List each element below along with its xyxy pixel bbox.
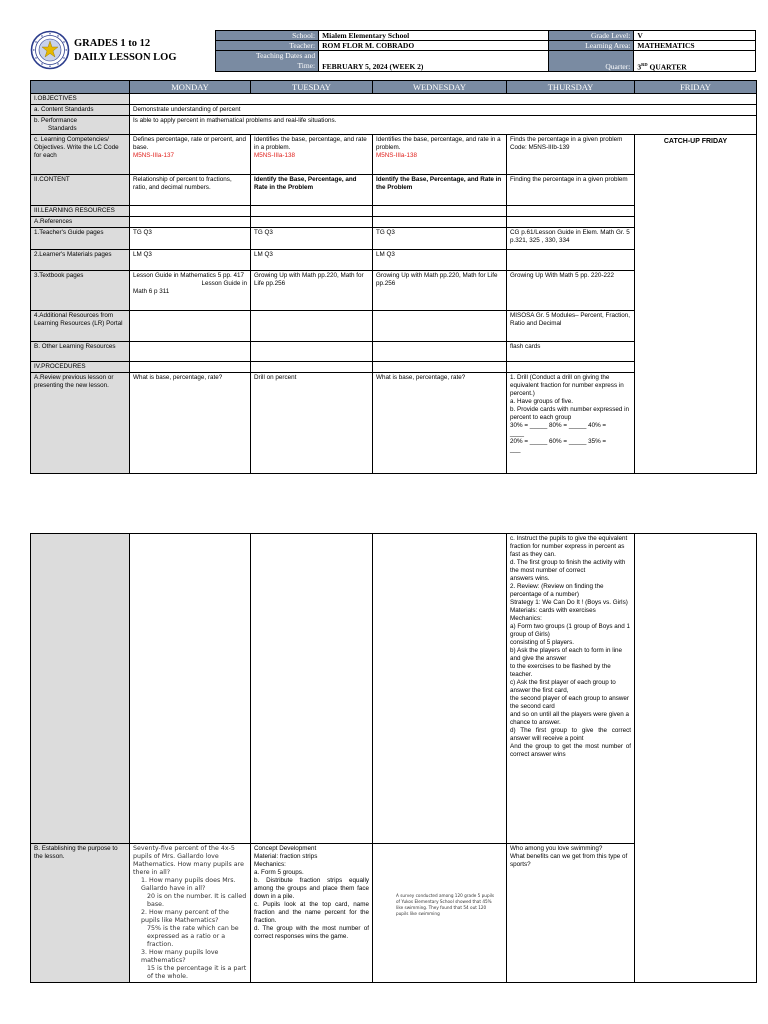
empty-cell (373, 342, 507, 362)
review-continued-label (31, 534, 130, 844)
review-tuesday: Drill on percent (251, 373, 373, 474)
review-thursday-continued: c. Instruct the pupils to give the equivalent fraction for number express in percent as fast as they can. d. The first group to finish the activity with the most number of correct answers wins. 2. Review: (Review on finding the percentage of a number) Strategy 1: We Can Do It ! (Boys vs. Girls) Materials: cards with exercises Mechanics: a) Form two groups (1 group of Boys and 1 group of Girls) consisting of 5 players. b) Ask the players of each to form in line and give the answer to the exercises to be flashed by the teacher. c) Ask the first player of each group to answer the first card, the second player of each group to answer the second card and so on until all the players were given a chance to answer. d) The first group to give the correct answer will receive a point And the group to get the most number of correct answer wins (507, 534, 635, 844)
empty-cell (507, 217, 635, 228)
learning-resources-label: III.LEARNING RESOURCES (31, 206, 130, 217)
teacher-info-table (215, 30, 756, 72)
teachers-guide-tuesday: TG Q3 (251, 228, 373, 250)
empty-cell (373, 534, 507, 844)
other-resources-thursday: flash cards (507, 342, 635, 362)
empty-cell (251, 311, 373, 342)
day-header-tuesday: TUESDAY (251, 81, 373, 94)
teaching-dates-label: Teaching Dates and Time: (216, 51, 319, 72)
quarter-value: 3RD QUARTER (634, 51, 756, 72)
content-label: II.CONTENT (31, 175, 130, 206)
content-tuesday: Identify the Base, Percentage, and Rate in the Problem (251, 175, 373, 206)
empty-cell (507, 206, 635, 217)
competency-tuesday: Identifies the base, percentage, and rate in a problem. M5NS-IIIa-138 (251, 135, 373, 175)
empty-cell (507, 362, 635, 373)
empty-cell (251, 206, 373, 217)
textbook-pages-tuesday: Growing Up with Math pp.220, Math for Life pp.256 (251, 271, 373, 311)
teachers-guide-label: 1.Teacher's Guide pages (31, 228, 130, 250)
purpose-tuesday: Concept Development Material: fraction strips Mechanics: a. Form 5 groups. b. Distribute fraction strips equally among the groups and place them face down in a pile. c. Pupils look at the top card, name fraction and the name percent for the fraction. d. The group with the most number of correct responses wins the game. (251, 844, 373, 983)
review-lesson-label: A.Review previous lesson or presenting the new lesson. (31, 373, 130, 474)
learners-materials-monday: LM Q3 (130, 250, 251, 271)
day-header-thursday: THURSDAY (507, 81, 635, 94)
performance-standards-value: Is able to apply percent in mathematical problems and real-life situations. (130, 116, 757, 135)
content-monday: Relationship of percent to fractions, ratio, and decimal numbers. (130, 175, 251, 206)
friday-column (635, 534, 757, 983)
empty-cell (251, 362, 373, 373)
purpose-thursday: Who among you love swimming? What benefits can we get from this type of sports? (507, 844, 635, 983)
empty-cell (130, 206, 251, 217)
learners-materials-tuesday: LM Q3 (251, 250, 373, 271)
day-header-friday: FRIDAY (635, 81, 757, 94)
textbook-pages-monday: Lesson Guide in Mathematics 5 pp. 417 Lesson Guide in Math 6 p 311 (130, 271, 251, 311)
textbook-pages-wednesday: Growing Up with Math pp.220, Math for Life pp.256 (373, 271, 507, 311)
purpose-label: B. Establishing the purpose to the lesson. (31, 844, 130, 983)
competencies-label: c. Learning Competencies/ Objectives. Write the LC Code for each (31, 135, 130, 175)
grade-level-value: V (634, 31, 756, 41)
empty-cell (251, 217, 373, 228)
competency-monday: Defines percentage, rate or percent, and base. M5NS-IIIa-137 (130, 135, 251, 175)
teachers-guide-wednesday: TG Q3 (373, 228, 507, 250)
lc-code: M5NS-IIIa-138 (376, 152, 417, 159)
review-wednesday: What is base, percentage, rate? (373, 373, 507, 474)
school-label: School: (216, 31, 319, 41)
grade-level-label: Grade Level: (549, 31, 634, 41)
quarter-label: Quarter: (549, 51, 634, 72)
lesson-log-table-page-1 (30, 80, 757, 474)
content-thursday: Finding the percentage in a given problem (507, 175, 635, 206)
lc-code: M5NS-IIIa-138 (254, 152, 295, 159)
empty-cell (130, 217, 251, 228)
performance-standards-label: b. Performance Standards (31, 116, 130, 135)
friday-column (635, 135, 757, 474)
lc-code: M5NS-IIIa-137 (133, 152, 174, 159)
competency-wednesday: Identifies the base, percentage, and rate in a problem. M5NS-IIIa-138 (373, 135, 507, 175)
empty-cell (373, 206, 507, 217)
deped-seal-icon (30, 30, 70, 70)
teachers-guide-thursday: CG p.61/Lesson Guide in Elem. Math Gr. 5 p.321, 325 , 330, 334 (507, 228, 635, 250)
content-wednesday: Identify the Base, Percentage, and Rate in the Problem (373, 175, 507, 206)
teacher-label: Teacher: (216, 41, 319, 51)
lesson-log-table-page-2 (30, 533, 757, 983)
catch-up-friday-label: CATCH-UP FRIDAY (663, 138, 728, 145)
empty-cell (373, 311, 507, 342)
content-standards-label: a. Content Standards (31, 105, 130, 116)
day-header-monday: MONDAY (130, 81, 251, 94)
objectives-section-label: I.OBJECTIVES (31, 94, 130, 105)
review-thursday: 1. Drill (Conduct a drill on giving the equivalent fraction for number express in percent.) a. Have groups of five. b. Provide cards with number expressed in percent to each group 30% = _____ 80% = _____ 40% = ____ 20% = _____ 60% = _____ 35% = ___ (507, 373, 635, 474)
teaching-dates-value: FEBRUARY 5, 2024 (WEEK 2) (319, 51, 549, 72)
corner-header-cell (31, 81, 130, 94)
additional-resources-label: 4.Additional Resources from Learning Resources (LR) Portal (31, 311, 130, 342)
empty-cell (373, 217, 507, 228)
additional-resources-thursday: MISOSA Gr. 5 Modules– Percent, Fraction, Ratio and Decimal (507, 311, 635, 342)
learning-area-value: MATHEMATICS (634, 41, 756, 51)
lesson-log-header (30, 30, 756, 74)
textbook-pages-label: 3.Textbook pages (31, 271, 130, 311)
teachers-guide-monday: TG Q3 (130, 228, 251, 250)
purpose-monday-image: Seventy-five percent of the 4x-5 pupils of Mrs. Gallardo love Mathematics. How many pupils are there in all? 1. How many pupils does Mrs. Gallardo have in all? 20 is on the number. It is called base. 2. How many percent of the pupils like Mathematics? 75% is the rate which can be expressed as a ratio or a fraction. 3. How many pupils love mathematics? 15 is the percentage it is a part of the whole. (130, 844, 251, 983)
procedures-label: IV.PROCEDURES (31, 362, 130, 373)
learners-materials-wednesday: LM Q3 (373, 250, 507, 271)
school-value: Mialem Elementary School (319, 31, 549, 41)
empty-cell (130, 342, 251, 362)
empty-cell (373, 362, 507, 373)
teacher-value: ROM FLOR M. COBRADO (319, 41, 549, 51)
references-label: A.References (31, 217, 130, 228)
form-title: GRADES 1 to 12 (74, 38, 151, 49)
learners-materials-label: 2.Learner's Materials pages (31, 250, 130, 271)
other-resources-label: B. Other Learning Resources (31, 342, 130, 362)
purpose-wednesday-image: A survey conducted among 120 grade 5 pupils of Yukos Elementary School showed that 45% like swimming. They found that 54 out 120 pupils like swimming (373, 844, 507, 983)
empty-cell (251, 342, 373, 362)
textbook-pages-thursday: Growing Up With Math 5 pp. 220-222 (507, 271, 635, 311)
empty-cell (507, 250, 635, 271)
empty-cell (130, 362, 251, 373)
learning-area-label: Learning Area: (549, 41, 634, 51)
empty-cell (130, 94, 757, 105)
form-subtitle: DAILY LESSON LOG (74, 52, 177, 63)
competency-thursday: Finds the percentage in a given problem Code: M5NS-IIIb-139 (507, 135, 635, 175)
empty-cell (130, 534, 251, 844)
review-monday: What is base, percentage, rate? (130, 373, 251, 474)
content-standards-value: Demonstrate understanding of percent (130, 105, 757, 116)
empty-cell (130, 311, 251, 342)
day-header-wednesday: WEDNESDAY (373, 81, 507, 94)
lc-code: Code: M5NS-IIIb-139 (510, 144, 570, 151)
empty-cell (251, 534, 373, 844)
